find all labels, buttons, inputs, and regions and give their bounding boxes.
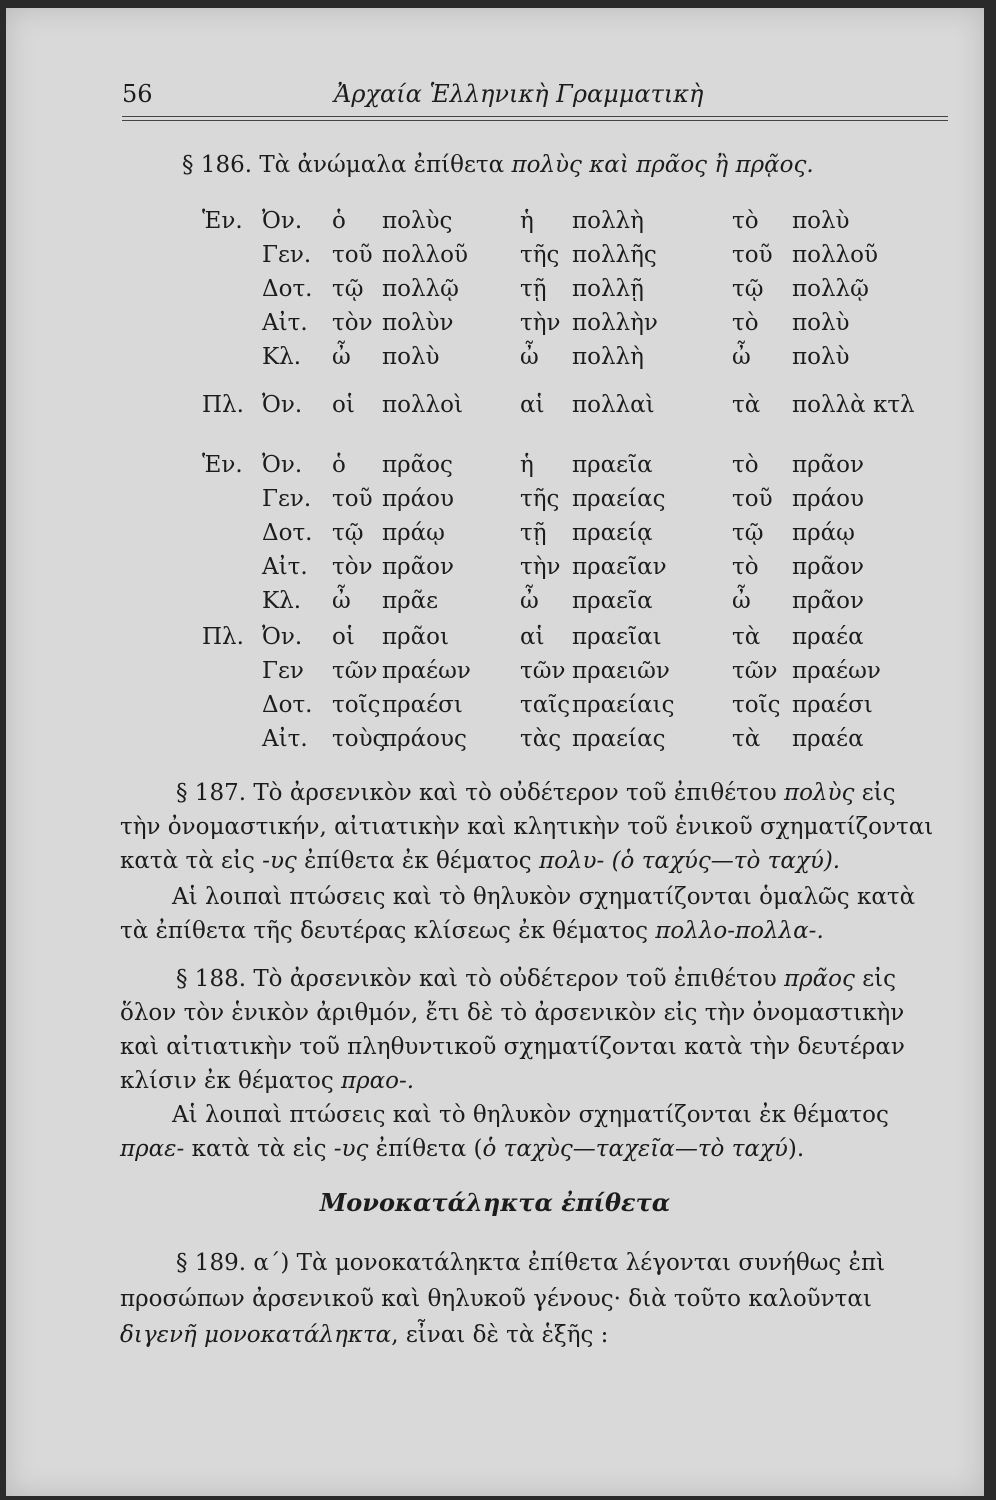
text-italic: διγενῆ μονοκατάληκτα: [120, 1322, 392, 1348]
table-cell-article-fem: τῆς: [520, 486, 560, 512]
table-cell-case-label: Ὀν.: [262, 624, 303, 650]
table-cell-form-masc: πρᾶε: [382, 588, 439, 614]
section-188-line-4: [120, 1064, 940, 1098]
table-cell-article-masc: τὸν: [332, 310, 373, 336]
table-cell-form-masc: πράῳ: [382, 520, 445, 546]
table-cell-form-masc: πρᾶον: [382, 554, 454, 580]
table-cell-case-label: Ὀν.: [262, 452, 303, 478]
table-cell-article-neut: τὰ: [732, 392, 761, 418]
section-188-line-3: καὶ αἰτιατικὴν τοῦ πληθυντικοῦ σχηματίζονται κατὰ τὴν δευτέραν: [120, 1034, 905, 1060]
table-cell-article-masc: τοῦ: [332, 486, 373, 512]
running-title: Ἀρχαία Ἑλληνικὴ Γραμματικὴ: [334, 80, 704, 108]
table-cell-article-masc: ὦ: [332, 588, 351, 614]
table-cell-form-masc: πολλοῦ: [382, 242, 468, 268]
section-188-line-2: ὅλον τὸν ἑνικὸν ἀριθμόν, ἔτι δὲ τὸ ἀρσενικὸν εἰς τὴν ὀνομαστικὴν: [120, 1000, 905, 1026]
table-cell-article-neut: τοῖς: [732, 692, 781, 718]
table-cell-form-masc: πολλοὶ: [382, 392, 463, 418]
table-cell-article-fem: τῶν: [520, 658, 566, 684]
table-cell-article-neut: τῶν: [732, 658, 778, 684]
table-cell-article-neut: ὦ: [732, 588, 751, 614]
table-cell-article-fem: ταῖς: [520, 692, 571, 718]
table-cell-form-neut: πράῳ: [792, 520, 855, 546]
table-cell-article-masc: τοῦ: [332, 242, 373, 268]
table-cell-case-label: Δοτ.: [262, 276, 313, 302]
table-cell-article-neut: τὰ: [732, 726, 761, 752]
table-cell-form-fem: πολλὴ: [572, 344, 644, 370]
header-rule: [122, 116, 948, 117]
table-cell-form-neut: πρᾶον: [792, 452, 864, 478]
table-cell-form-masc: πολλῷ: [382, 276, 459, 302]
table-cell-form-neut: πολὺ: [792, 344, 850, 370]
table-cell-article-fem: τῇ: [520, 520, 547, 546]
section-186-label: § 186. Τὰ ἀνώμαλα ἐπίθετα: [182, 152, 512, 178]
table-cell-form-neut: πραέα: [792, 624, 864, 650]
table-cell-form-fem: πραείαις: [572, 692, 675, 718]
table-cell-form-neut: πολὺ: [792, 208, 850, 234]
table-cell-case-label: Γεν: [262, 658, 304, 684]
table-cell-article-masc: ὦ: [332, 344, 351, 370]
table-cell-form-neut: πρᾶον: [792, 554, 864, 580]
section-187-line-5: [120, 914, 940, 948]
section-186-italic: πολὺς καὶ πρᾶος ἢ πρᾷος.: [511, 152, 814, 178]
table-cell-form-masc: πολὺ: [382, 344, 440, 370]
table-cell-form-masc: πραέων: [382, 658, 471, 684]
table-cell-form-neut: πρᾶον: [792, 588, 864, 614]
table-cell-number-label: Ἑν.: [202, 452, 243, 478]
text: , εἶναι δὲ τὰ ἑξῆς :: [391, 1322, 609, 1348]
table-cell-case-label: Ὀν.: [262, 208, 303, 234]
table-cell-article-fem: τὴν: [520, 554, 561, 580]
section-187-line-4: Αἱ λοιπαὶ πτώσεις καὶ τὸ θηλυκὸν σχηματίζονται ὁμαλῶς κατὰ: [172, 884, 916, 910]
header-rule-2: [122, 120, 948, 121]
table-cell-number-label: Ἑν.: [202, 208, 243, 234]
table-cell-article-neut: τοῦ: [732, 242, 773, 268]
table-cell-form-masc: πρᾶοι: [382, 624, 450, 650]
table-cell-article-fem: αἱ: [520, 392, 545, 418]
text: κατὰ τὰ εἰς: [120, 848, 263, 874]
table-cell-article-fem: ἡ: [520, 208, 534, 234]
table-cell-case-label: Δοτ.: [262, 520, 313, 546]
table-cell-article-neut: τῷ: [732, 276, 764, 302]
section-187-line-2: τὴν ὀνομαστικήν, αἰτιατικὴν καὶ κλητικὴν τοῦ ἑνικοῦ σχηματίζονται: [120, 814, 934, 840]
table-cell-article-neut: τοῦ: [732, 486, 773, 512]
table-cell-case-label: Αἰτ.: [262, 726, 308, 752]
section-189-line-2: προσώπων ἀρσενικοῦ καὶ θηλυκοῦ γένους· διὰ τοῦτο καλοῦνται: [120, 1286, 872, 1312]
table-cell-form-fem: πραείας: [572, 726, 666, 752]
text-italic: πολλο-πολλα-.: [655, 918, 824, 944]
table-cell-article-fem: ὦ: [520, 344, 539, 370]
table-cell-article-neut: τὰ: [732, 624, 761, 650]
table-cell-case-label: Ὀν.: [262, 392, 303, 418]
table-cell-case-label: Αἰτ.: [262, 310, 308, 336]
table-cell-form-fem: πραειῶν: [572, 658, 670, 684]
table-cell-article-masc: τοῖς: [332, 692, 381, 718]
text-italic: -υς: [333, 1136, 369, 1162]
table-cell-article-masc: τοὺς: [332, 726, 386, 752]
table-cell-number-label: Πλ.: [202, 624, 244, 650]
table-cell-article-neut: τῷ: [732, 520, 764, 546]
text: § 188. Τὸ ἀρσενικὸν καὶ τὸ οὐδέτερον τοῦ ἐπιθέτου: [176, 966, 784, 992]
table-cell-case-label: Γεν.: [262, 486, 312, 512]
table-cell-article-neut: τὸ: [732, 208, 759, 234]
table-cell-case-label: Κλ.: [262, 344, 302, 370]
text: ἐπίθετα ἐκ θέματος: [296, 848, 539, 874]
text-italic: πρᾶος: [784, 966, 855, 992]
table-cell-article-masc: τὸν: [332, 554, 373, 580]
text: ἐπίθετα (: [368, 1136, 483, 1162]
table-cell-article-masc: ὁ: [332, 208, 346, 234]
page-number: 56: [122, 80, 153, 108]
text-italic: πραο-.: [341, 1068, 415, 1094]
table-cell-form-fem: πολλῇ: [572, 276, 644, 302]
table-cell-article-masc: τῷ: [332, 276, 364, 302]
text: εἰς: [854, 780, 896, 806]
text: ).: [787, 1136, 805, 1162]
table-cell-article-neut: τὸ: [732, 452, 759, 478]
table-cell-article-fem: ἡ: [520, 452, 534, 478]
table-cell-form-fem: πολλῆς: [572, 242, 657, 268]
text: εἰς: [854, 966, 897, 992]
section-189-line-3: [120, 1318, 940, 1352]
section-186-heading: [182, 152, 814, 178]
table-cell-case-label: Αἰτ.: [262, 554, 308, 580]
table-cell-form-fem: πραεῖαν: [572, 554, 667, 580]
text: τὰ ἐπίθετα τῆς δευτέρας κλίσεως ἐκ θέματος: [120, 918, 656, 944]
table-cell-article-neut: τὸ: [732, 554, 759, 580]
table-cell-form-fem: πραείᾳ: [572, 520, 653, 546]
table-cell-case-label: Κλ.: [262, 588, 302, 614]
text-italic: πραε-: [120, 1136, 185, 1162]
table-cell-form-neut: πολλοῦ: [792, 242, 878, 268]
table-cell-form-neut: πολλῷ: [792, 276, 869, 302]
table-cell-form-fem: πραείας: [572, 486, 666, 512]
text-italic: ὁ ταχὺς—ταχεῖα—τὸ ταχύ: [482, 1136, 788, 1162]
table-cell-form-fem: πραεῖα: [572, 452, 653, 478]
table-cell-article-fem: τὴν: [520, 310, 561, 336]
section-189-line-1: § 189. α΄) Τὰ μονοκατάληκτα ἐπίθετα λέγονται συνήθως ἐπὶ: [176, 1250, 886, 1276]
section-188-line-6: [120, 1132, 940, 1166]
text-italic: πολυ- (ὁ ταχύς—τὸ ταχύ).: [538, 848, 841, 874]
table-cell-article-masc: οἱ: [332, 624, 355, 650]
table-cell-article-fem: τῇ: [520, 276, 547, 302]
text-italic: πολὺς: [784, 780, 855, 806]
section-188-line-5: Αἱ λοιπαὶ πτώσεις καὶ τὸ θηλυκὸν σχηματίζονται ἐκ θέματος: [172, 1102, 889, 1128]
table-cell-form-fem: πραεῖα: [572, 588, 653, 614]
table-cell-form-neut: πραέων: [792, 658, 881, 684]
table-cell-form-masc: πολὺς: [382, 208, 453, 234]
text: κατὰ τὰ εἰς: [184, 1136, 334, 1162]
table-cell-form-neut: πράου: [792, 486, 864, 512]
table-cell-number-label: Πλ.: [202, 392, 244, 418]
book-page: [6, 8, 984, 1496]
table-cell-form-masc: πράους: [382, 726, 467, 752]
table-cell-form-fem: πολλὴν: [572, 310, 658, 336]
table-cell-article-neut: τὸ: [732, 310, 759, 336]
table-cell-form-fem: πολλὴ: [572, 208, 644, 234]
table-cell-article-masc: τῷ: [332, 520, 364, 546]
text-italic: -υς: [262, 848, 297, 874]
table-cell-article-masc: ὁ: [332, 452, 346, 478]
table-cell-article-masc: τῶν: [332, 658, 378, 684]
section-187-line-1: [120, 776, 940, 810]
table-cell-form-fem: πραεῖαι: [572, 624, 662, 650]
text: κλίσιν ἐκ θέματος: [120, 1068, 342, 1094]
section-188-line-1: [120, 962, 940, 996]
table-cell-form-masc: πραέσι: [382, 692, 463, 718]
table-cell-form-fem: πολλαὶ: [572, 392, 655, 418]
table-cell-article-masc: οἱ: [332, 392, 355, 418]
table-cell-form-masc: πρᾶος: [382, 452, 453, 478]
table-cell-article-fem: ὦ: [520, 588, 539, 614]
table-cell-article-fem: αἱ: [520, 624, 545, 650]
table-cell-form-masc: πολὺν: [382, 310, 454, 336]
table-cell-form-neut: πολὺ: [792, 310, 850, 336]
table-cell-form-neut: πολλὰ κτλ: [792, 392, 915, 418]
table-cell-case-label: Γεν.: [262, 242, 312, 268]
text: § 187. Τὸ ἀρσενικὸν καὶ τὸ οὐδέτερον τοῦ ἐπιθέτου: [176, 780, 784, 806]
table-cell-case-label: Δοτ.: [262, 692, 313, 718]
table-cell-form-neut: πραέα: [792, 726, 864, 752]
table-cell-article-fem: τῆς: [520, 242, 560, 268]
table-cell-article-neut: ὦ: [732, 344, 751, 370]
table-cell-article-fem: τὰς: [520, 726, 562, 752]
section-heading: Μονοκατάληκτα ἐπίθετα: [319, 1188, 671, 1217]
table-cell-form-masc: πράου: [382, 486, 454, 512]
table-cell-form-neut: πραέσι: [792, 692, 873, 718]
section-187-line-3: [120, 844, 940, 878]
